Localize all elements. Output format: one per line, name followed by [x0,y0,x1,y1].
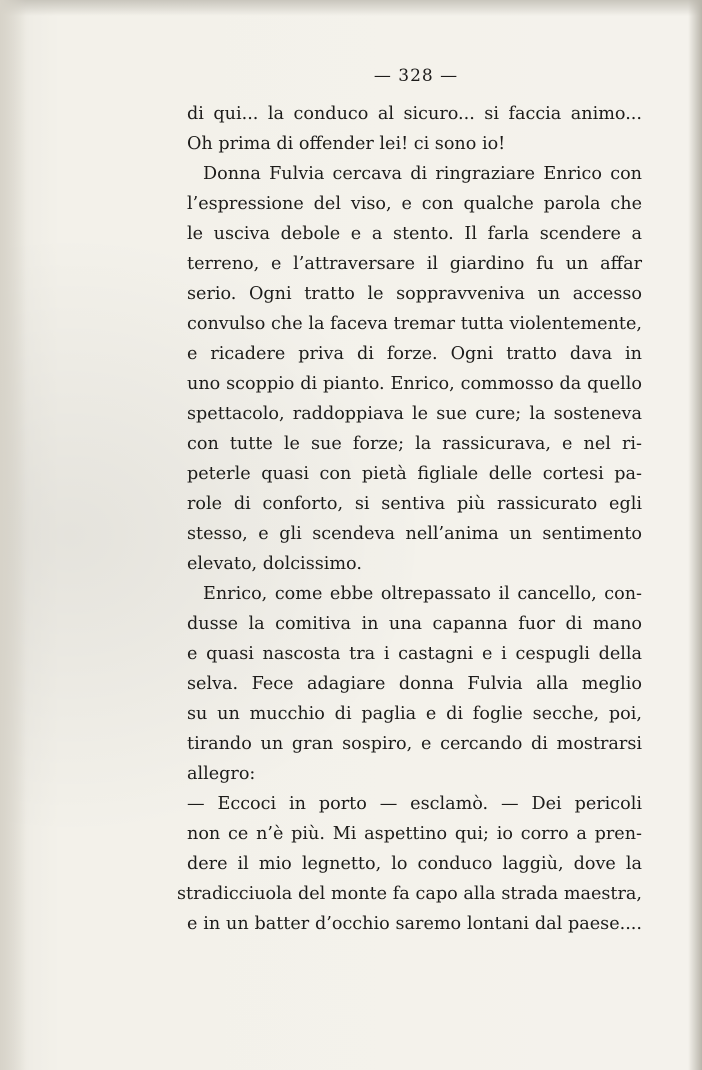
page-edge-shadow [688,0,702,1070]
text-line: stesso, e gli scendeva nell’anima un sentimento [187,524,642,544]
text-line: di qui... la conduco al sicuro... si faccia animo... [187,104,642,124]
text-line: uno scoppio di pianto. Enrico, commosso da quello [187,374,642,394]
text-line: spettacolo, raddoppiava le sue cure; la sosteneva [187,404,642,424]
text-line: convulso che la faceva tremar tutta violentemente, [187,314,642,334]
text-line: Donna Fulvia cercava di ringraziare Enrico con [203,164,642,184]
text-line: non ce n’è più. Mi aspettino qui; io corro a pren- [187,824,642,844]
text-line: Oh prima di offender lei! ci sono io! [187,134,506,154]
text-line: tirando un gran sospiro, e cercando di mostrarsi [187,734,642,754]
text-line: e ricadere priva di forze. Ogni tratto dava in [187,344,642,364]
text-line: peterle quasi con pietà figliale delle cortesi pa- [187,464,642,484]
page-top-shadow [0,0,702,16]
text-line: su un mucchio di paglia e di foglie secche, poi, [187,704,642,724]
text-line: — Eccoci in porto — esclamò. — Dei pericoli [187,794,642,814]
text-line: stradicciuola del monte fa capo alla strada maestra, [177,884,642,904]
page-gutter-shadow [0,0,26,1070]
page-number: — 328 — [373,66,459,86]
text-line: allegro: [187,764,256,784]
text-line: e in un batter d’occhio saremo lontani dal paese.... [187,914,642,934]
body-text [177,99,642,939]
text-line: e quasi nascosta tra i castagni e i cespugli della [187,644,642,664]
text-line: selva. Fece adagiare donna Fulvia alla meglio [187,674,642,694]
text-line: dere il mio legnetto, lo conduco laggiù, dove la [187,854,642,874]
text-line: l’espressione del viso, e con qualche parola che [187,194,642,214]
text-line: role di conforto, si sentiva più rassicurato egli [187,494,642,514]
text-line: le usciva debole e a stento. Il farla scendere a [187,224,642,244]
text-line: elevato, dolcissimo. [187,554,362,574]
text-line: dusse la comitiva in una capanna fuor di mano [187,614,642,634]
text-line: con tutte le sue forze; la rassicurava, e nel ri- [187,434,642,454]
text-line: terreno, e l’attraversare il giardino fu un affar [187,254,642,274]
text-line: Enrico, come ebbe oltrepassato il cancello, con- [203,584,642,604]
text-line: serio. Ogni tratto le soppravveniva un accesso [187,284,642,304]
